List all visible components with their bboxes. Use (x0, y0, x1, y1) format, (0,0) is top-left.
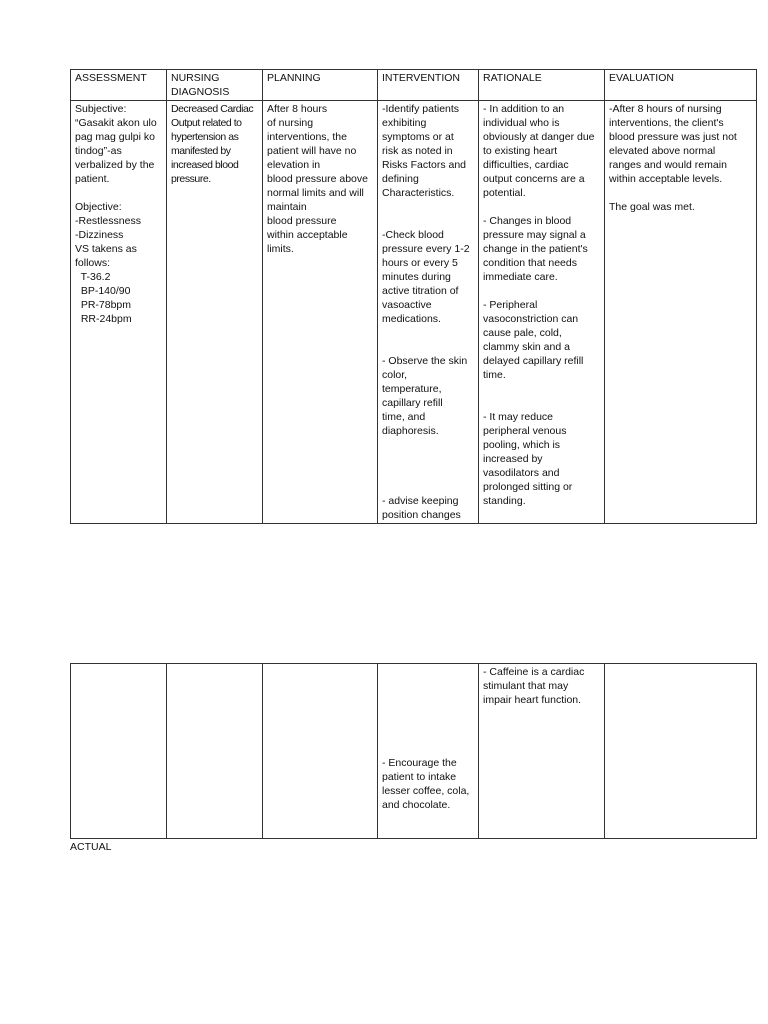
text-line: position changes (382, 509, 461, 521)
text-line: peripheral venous (483, 425, 567, 437)
text-line: increased blood (171, 159, 239, 171)
text-line: ranges and would remain (609, 159, 727, 171)
text-line: individual who is (483, 117, 560, 129)
text-line: temperature, (382, 383, 442, 395)
text-line: risk as noted in (382, 145, 453, 157)
text-line: and chocolate. (382, 799, 451, 811)
text-line: patient to intake (382, 771, 457, 783)
evaluation-text (609, 102, 752, 186)
cont-rationale-text (483, 665, 600, 707)
text-line: clammy skin and a (483, 341, 570, 353)
subjective-block (75, 102, 162, 186)
text-line: time. (483, 369, 506, 381)
text-line: -Restlessness (75, 215, 141, 227)
text-line: impair heart function. (483, 694, 582, 706)
text-line: - In addition to an (483, 103, 565, 115)
rationale-cell (479, 101, 605, 524)
text-line: elevation in (267, 159, 321, 171)
text-line: VS takens as (75, 243, 137, 255)
text-line: - It may reduce (483, 411, 554, 423)
text-line: blood pressure was just not (609, 131, 737, 143)
text-line: Risks Factors and (382, 159, 467, 171)
text-line: RR-24bpm (75, 313, 132, 325)
text-line: vasodilators and (483, 467, 560, 479)
text-line: exhibiting (382, 117, 427, 129)
text-line: medications. (382, 313, 441, 325)
goal-statement: The goal was met. (609, 201, 695, 213)
intervention-item-2 (382, 228, 474, 326)
text-line: capillary refill (382, 397, 443, 409)
text-line: tindog”-as (75, 145, 122, 157)
cont-evaluation-cell (605, 664, 757, 839)
text-line: pressure may signal a (483, 229, 586, 241)
text-line: immediate care. (483, 271, 558, 283)
header-evaluation: EVALUATION (605, 70, 757, 101)
text-line: minutes during (382, 271, 451, 283)
rationale-item-3 (483, 298, 600, 382)
text-line: Characteristics. (382, 187, 455, 199)
assessment-cell (71, 101, 167, 524)
text-line: Decreased Cardiac (171, 103, 254, 115)
header-row (71, 70, 757, 101)
text-line: diaphoresis. (382, 425, 439, 437)
header-rationale: RATIONALE (479, 70, 605, 101)
text-line: prolonged sitting or (483, 481, 573, 493)
text-line: hours or every 5 (382, 257, 458, 269)
text-line: -After 8 hours of nursing (609, 103, 722, 115)
text-line: patient will have no (267, 145, 357, 157)
text-line: BP-140/90 (75, 285, 131, 297)
care-plan-table (70, 69, 757, 524)
text-line: active titration of (382, 285, 459, 297)
cont-intervention-cell (378, 664, 479, 839)
content-row (71, 101, 757, 524)
text-line: within acceptable (267, 229, 348, 241)
text-line: - Encourage the (382, 757, 457, 769)
cont-rationale-cell (479, 664, 605, 839)
text-line: limits. (267, 243, 294, 255)
text-line: - Caffeine is a cardiac (483, 666, 585, 678)
text-line: interventions, the (267, 131, 347, 143)
text-line: cause pale, cold, (483, 327, 562, 339)
cont-diagnosis-cell (167, 664, 263, 839)
text-line: standing. (483, 495, 526, 507)
text-line: obviously at danger due (483, 131, 595, 143)
text-line: Objective: (75, 201, 122, 213)
diagnosis-text (171, 102, 258, 186)
diagnosis-cell (167, 101, 263, 524)
text-line: condition that needs (483, 257, 577, 269)
text-line: output concerns are a (483, 173, 585, 185)
text-line: Output related to (171, 117, 242, 129)
text-line: hypertension as (171, 131, 239, 143)
header-nursing-diagnosis: NURSING DIAGNOSIS (167, 70, 263, 101)
text-line: - Observe the skin (382, 355, 468, 367)
text-line: follows: (75, 257, 111, 269)
text-line: blood pressure (267, 215, 337, 227)
text-line: defining (382, 173, 419, 185)
text-line: within acceptable levels. (609, 173, 723, 185)
rationale-item-2 (483, 214, 600, 284)
text-line: PR-78bpm (75, 299, 132, 311)
text-line: - Changes in blood (483, 215, 572, 227)
text-line: to existing heart (483, 145, 558, 157)
header-intervention: INTERVENTION (378, 70, 479, 101)
text-line: manifested by (171, 145, 231, 157)
intervention-item-4 (382, 494, 474, 522)
planning-text (267, 102, 373, 256)
planning-cell (263, 101, 378, 524)
intervention-item-3 (382, 354, 474, 438)
text-line: of nursing (267, 117, 314, 129)
text-line: delayed capillary refill (483, 355, 584, 367)
text-line: vasoconstriction can (483, 313, 579, 325)
text-line: symptoms or at (382, 131, 454, 143)
intervention-item-1 (382, 102, 474, 200)
text-line: -Identify patients (382, 103, 460, 115)
cont-planning-cell (263, 664, 378, 839)
rationale-item-4 (483, 410, 600, 508)
text-line: -Check blood (382, 229, 444, 241)
text-line: difficulties, cardiac (483, 159, 569, 171)
text-line: After 8 hours (267, 103, 328, 115)
text-line: pag mag gulpi ko (75, 131, 155, 143)
text-line: -Dizziness (75, 229, 124, 241)
text-line: - Peripheral (483, 299, 538, 311)
text-line: pressure. (171, 173, 211, 185)
text-line: increased by (483, 453, 543, 465)
text-line: time, and (382, 411, 426, 423)
text-line: patient. (75, 173, 110, 185)
text-line: normal limits and will (267, 187, 364, 199)
text-line: - advise keeping (382, 495, 459, 507)
text-line: stimulant that may (483, 680, 569, 692)
evaluation-cell (605, 101, 757, 524)
text-line: Subjective: (75, 103, 127, 115)
care-plan-table-continued (70, 663, 757, 839)
cont-intervention-text (382, 756, 474, 812)
intervention-cell (378, 101, 479, 524)
text-line: verbalized by the (75, 159, 155, 171)
text-line: elevated above normal (609, 145, 716, 157)
objective-block (75, 200, 162, 326)
header-assessment: ASSESSMENT (71, 70, 167, 101)
cont-assessment-cell (71, 664, 167, 839)
continued-row (71, 664, 757, 839)
rationale-item-1 (483, 102, 600, 200)
text-line: interventions, the client's (609, 117, 724, 129)
text-line: “Gasakit akon ulo (75, 117, 157, 129)
text-line: maintain (267, 201, 307, 213)
text-line: pressure every 1-2 (382, 243, 470, 255)
footer-label: ACTUAL (70, 841, 112, 853)
text-line: pooling, which is (483, 439, 561, 451)
text-line: T-36.2 (75, 271, 111, 283)
text-line: lesser coffee, cola, (382, 785, 470, 797)
header-planning: PLANNING (263, 70, 378, 101)
text-line: change in the patient's (483, 243, 588, 255)
text-line: blood pressure above (267, 173, 368, 185)
text-line: color, (382, 369, 408, 381)
text-line: vasoactive (382, 299, 432, 311)
text-line: potential. (483, 187, 526, 199)
